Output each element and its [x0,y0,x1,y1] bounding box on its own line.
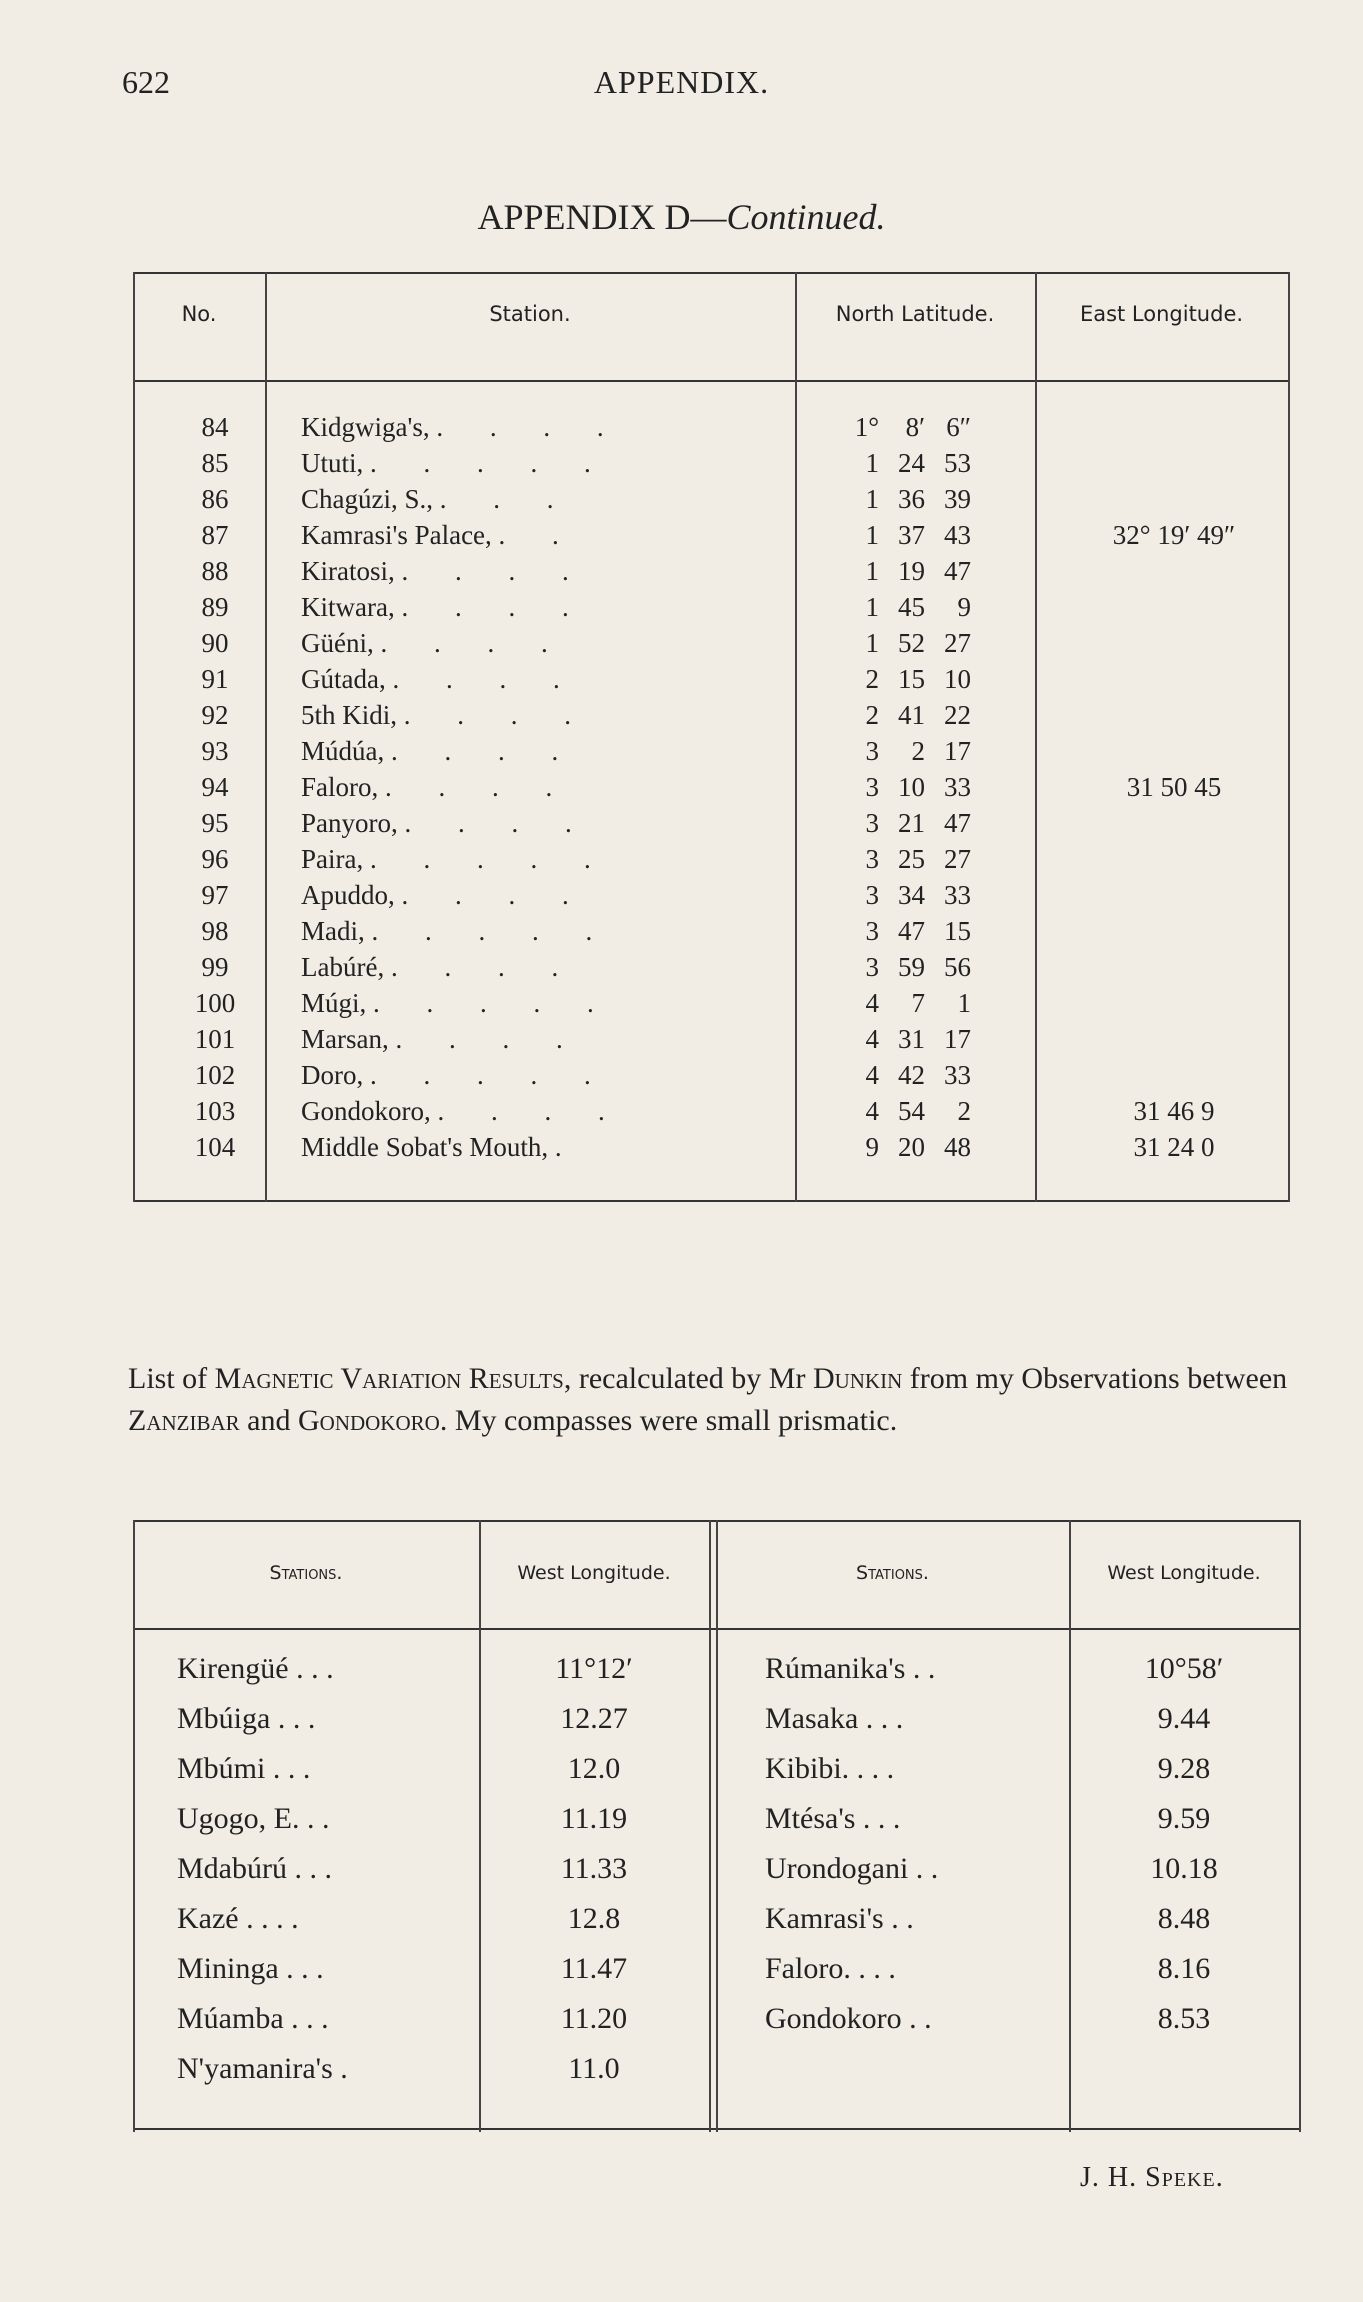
station-name: Kidgwiga's, . . . . [301,412,624,442]
row-number: 101 [194,1024,236,1054]
magnetic-variation-table [133,1520,1303,2132]
row-number: 98 [201,916,229,946]
variation-station: Mbúiga . . . [177,1702,316,1735]
row-number: 104 [194,1132,236,1162]
variation-value: 8.48 [1157,1902,1211,1935]
variation-value: 12.27 [560,1702,628,1735]
header-no: No. [181,302,217,326]
east-longitude: 31 50 45 [1126,772,1222,802]
table-row [133,952,1290,988]
magnetic-variation-intro: List of Magnetic Variation Results, recalculated by Mr Dunkin from my Observations between Zanzibar and Gondokoro. My compasses were small prismatic. [128,1362,1288,1437]
variation-station: Mininga . . . [177,1952,324,1985]
north-latitude: 3 21 47 [865,808,971,838]
row-number: 90 [201,628,229,658]
station-name: Marsan, . . . . [301,1024,583,1054]
variation-station: N'yamanira's . [177,2052,348,2085]
row-number: 85 [201,448,229,478]
north-latitude: 4 31 17 [865,1024,971,1054]
header-west-longitude-right: West Longitude. [1107,1562,1261,1584]
variation-value: 12.0 [567,1752,621,1785]
appendix-title-text: APPENDIX D— [477,197,727,237]
north-latitude: 3 47 15 [865,916,971,946]
header-west-longitude-left: West Longitude. [517,1562,671,1584]
variation-value: 8.16 [1157,1952,1211,1985]
north-latitude: 3 25 27 [865,844,971,874]
row-number: 103 [194,1096,236,1126]
station-name: Kitwara, . . . . [301,592,589,622]
row-number: 94 [201,772,229,802]
table-row [133,700,1290,736]
north-latitude: 1 45 9 [865,592,971,622]
variation-value: 10°58′ [1144,1652,1224,1685]
station-name: Chagúzi, S., . . . [301,484,574,514]
variation-station: Mdabúrú . . . [177,1852,332,1885]
variation-station: Kibibi. . . . [765,1752,895,1785]
header-east-longitude: East Longitude. [1079,302,1244,326]
north-latitude: 4 7 1 [865,988,971,1018]
row-number: 84 [201,412,229,442]
station-name: Labúré, . . . . [301,952,579,982]
variation-value: 12.8 [567,1902,621,1935]
row-number: 93 [201,736,229,766]
table-row [133,484,1290,520]
variation-value: 9.28 [1157,1752,1211,1785]
table-row [133,556,1290,592]
station-name: Múgi, . . . . . [301,988,614,1018]
row-number: 100 [194,988,236,1018]
station-name: Paira, . . . . . [301,844,611,874]
station-name: Middle Sobat's Mouth, . [301,1132,582,1162]
variation-station: Masaka . . . [765,1702,904,1735]
table-row [133,772,1290,808]
north-latitude: 9 20 48 [865,1132,971,1162]
north-latitude: 1 19 47 [865,556,971,586]
station-name: Múdúa, . . . . [301,736,579,766]
station-name: Gútada, . . . . [301,664,580,694]
appendix-title [0,196,1363,238]
north-latitude: 1 52 27 [865,628,971,658]
row-number: 88 [201,556,229,586]
table-row [133,520,1290,556]
station-name: Panyoro, . . . . [301,808,592,838]
row-number: 89 [201,592,229,622]
variation-station: Gondokoro . . [765,2002,932,2035]
table-row [133,988,1290,1024]
header-stations-right: Stations. [856,1562,929,1584]
row-number: 92 [201,700,229,730]
station-name: Kamrasi's Palace, . . [301,520,579,550]
variation-value: 11°12′ [555,1652,633,1685]
table-row [133,628,1290,664]
variation-value: 9.59 [1157,1802,1211,1835]
north-latitude: 1 37 43 [865,520,971,550]
north-latitude: 1 24 53 [865,448,971,478]
table-row [133,592,1290,628]
east-longitude: 31 46 9 [1133,1096,1215,1126]
table-row [133,448,1290,484]
row-number: 97 [201,880,229,910]
table-row [133,1096,1290,1132]
station-name: Madi, . . . . . [301,916,613,946]
station-name: Güéni, . . . . [301,628,568,658]
east-longitude: 31 24 0 [1133,1132,1215,1162]
variation-station: Kazé . . . . [177,1902,299,1935]
table-row [133,844,1290,880]
signature: J. H. Speke. [1080,2162,1224,2193]
table-row [133,1024,1290,1060]
station-name: Apuddo, . . . . [301,880,589,910]
north-latitude: 2 15 10 [865,664,971,694]
variation-value: 11.33 [560,1852,628,1885]
table-row [133,664,1290,700]
variation-value: 11.20 [560,2002,628,2035]
variation-station: Faloro. . . . [765,1952,896,1985]
table-row [133,880,1290,916]
north-latitude: 1 36 39 [865,484,971,514]
row-number: 102 [194,1060,236,1090]
north-latitude: 3 10 33 [865,772,971,802]
row-number: 86 [201,484,229,514]
north-latitude: 3 59 56 [865,952,971,982]
running-head: APPENDIX. [593,64,770,100]
north-latitude: 3 34 33 [865,880,971,910]
row-number: 96 [201,844,229,874]
station-name: Kiratosi, . . . . [301,556,589,586]
north-latitude: 3 2 17 [865,736,971,766]
page-number: 622 [122,64,170,100]
variation-value: 10.18 [1150,1852,1218,1885]
variation-station: Ugogo, E. . . [177,1802,330,1835]
station-coordinates-table [133,272,1290,1204]
station-name: Doro, . . . . . [301,1060,611,1090]
variation-value: 8.53 [1157,2002,1211,2035]
north-latitude: 4 42 33 [865,1060,971,1090]
header-station: Station. [489,302,571,326]
row-number: 87 [201,520,229,550]
variation-station: Múamba . . . [177,2002,329,2035]
station-name: Gondokoro, . . . . [301,1096,625,1126]
header-stations-left: Stations. [269,1562,343,1584]
table-row [133,412,1290,448]
row-number: 99 [201,952,229,982]
table-row [133,808,1290,844]
variation-station: Kirengüé . . . [177,1652,334,1685]
table-row [133,1132,1290,1168]
table-row [133,1060,1290,1096]
table-row [133,916,1290,952]
variation-station: Kamrasi's . . [765,1902,914,1935]
east-longitude: 32° 19′ 49″ [1112,520,1236,550]
row-number: 95 [201,808,229,838]
station-name: 5th Kidi, . . . . [301,700,592,730]
station-name: Faloro, . . . . [301,772,573,802]
variation-station: Urondogani . . [765,1852,939,1885]
variation-value: 11.47 [560,1952,628,1985]
north-latitude: 2 41 22 [865,700,971,730]
variation-value: 9.44 [1157,1702,1211,1735]
variation-station: Mtésa's . . . [765,1802,901,1835]
row-number: 91 [201,664,229,694]
variation-station: Mbúmi . . . [177,1752,311,1785]
station-name: Ututi, . . . . . [301,448,611,478]
variation-value: 11.0 [568,2052,620,2085]
north-latitude: 1° 8′ 6″ [854,412,971,442]
variation-value: 11.19 [560,1802,628,1835]
variation-station: Rúmanika's . . [765,1652,936,1685]
north-latitude: 4 54 2 [865,1096,971,1126]
appendix-title-italic: Continued. [726,197,886,237]
header-north-latitude: North Latitude. [835,302,995,326]
table-row [133,736,1290,772]
